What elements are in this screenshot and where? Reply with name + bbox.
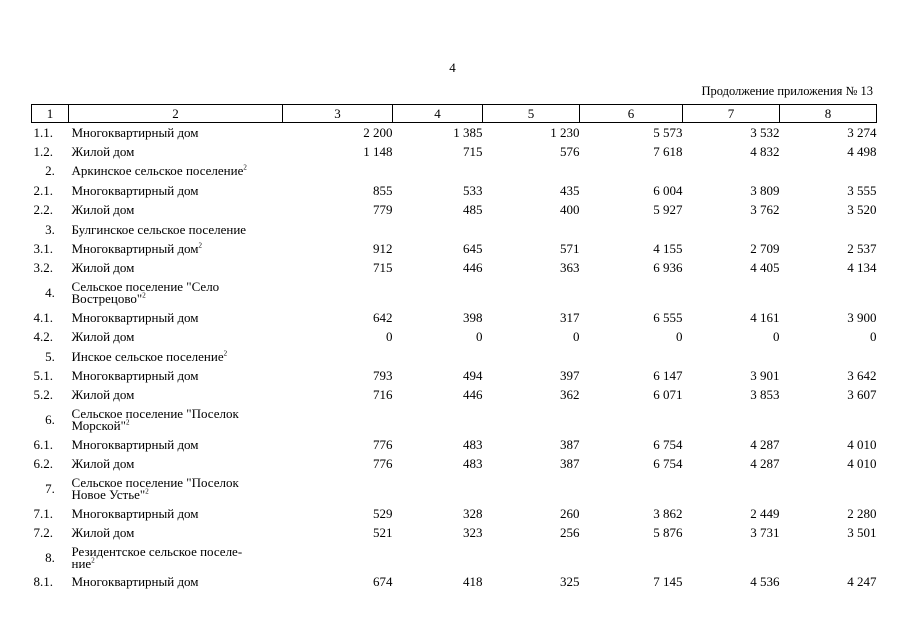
row-number: 6. <box>45 412 55 428</box>
cell-col-7 <box>683 162 780 181</box>
column-header-2: 2 <box>69 105 283 123</box>
cell-col-3: 776 <box>373 456 393 472</box>
footnote-marker: 2 <box>145 487 149 496</box>
cell-col-4: 323 <box>463 524 483 540</box>
cell-col-8: 3 501 <box>847 524 877 540</box>
cell-col-4: 533 <box>463 182 483 198</box>
footnote-marker: 2 <box>223 349 228 358</box>
column-header-6: 6 <box>580 105 683 123</box>
section-header-row <box>32 162 877 181</box>
cell-col-6 <box>580 474 683 504</box>
row-name-text: Многоквартирный дом <box>71 505 199 521</box>
cell-col-4: 645 <box>463 241 483 257</box>
cell-col-8 <box>780 220 877 239</box>
table-row <box>32 123 877 143</box>
cell-col-5 <box>483 220 580 239</box>
row-name <box>69 454 283 473</box>
row-name-text-continued: Вострецово" <box>71 291 143 307</box>
cell-col-6: 5 876 <box>653 524 683 540</box>
row-number: 2.2. <box>33 202 53 218</box>
cell-col-3 <box>283 278 393 308</box>
cell-col-5: 435 <box>560 182 580 198</box>
cell-col-6 <box>580 278 683 308</box>
cell-col-7: 2 449 <box>750 505 780 521</box>
cell-col-4 <box>393 405 483 435</box>
cell-col-5 <box>483 162 580 181</box>
cell-col-5: 256 <box>560 524 580 540</box>
cell-col-6: 7 618 <box>653 144 683 160</box>
cell-col-8: 4 010 <box>847 456 877 472</box>
cell-col-3: 779 <box>373 202 393 218</box>
cell-col-8: 4 010 <box>847 436 877 452</box>
table-row <box>32 142 877 161</box>
cell-col-3: 912 <box>373 241 393 257</box>
footnote-marker: 2 <box>198 241 203 250</box>
column-header-3: 3 <box>283 105 393 123</box>
cell-col-5: 260 <box>560 505 580 521</box>
cell-col-7 <box>683 347 780 366</box>
row-name <box>69 543 283 573</box>
row-name-text: Сельское поселение "Село <box>71 279 220 295</box>
cell-col-4 <box>393 474 483 504</box>
table-row <box>32 435 877 454</box>
cell-col-7: 3 901 <box>750 367 780 383</box>
cell-col-3: 529 <box>373 505 393 521</box>
cell-col-6: 6 936 <box>653 260 683 276</box>
cell-col-7: 3 762 <box>750 202 780 218</box>
row-name <box>69 181 283 200</box>
row-number: 3.1. <box>33 241 53 257</box>
row-name <box>69 386 283 405</box>
cell-col-4 <box>393 220 483 239</box>
cell-col-6: 6 147 <box>653 367 683 383</box>
row-number: 1.2. <box>33 144 53 160</box>
row-number: 3.2. <box>33 260 53 276</box>
cell-col-3 <box>283 220 393 239</box>
cell-col-4 <box>393 347 483 366</box>
cell-col-3 <box>283 543 393 573</box>
table-row <box>32 523 877 542</box>
cell-col-5: 0 <box>573 329 580 345</box>
row-number: 8. <box>45 549 55 565</box>
cell-col-3: 855 <box>373 182 393 198</box>
row-name-text: Многоквартирный дом <box>71 124 199 140</box>
cell-col-7 <box>683 405 780 435</box>
row-number: 4.2. <box>33 329 53 345</box>
cell-col-4 <box>393 278 483 308</box>
table-row <box>32 181 877 200</box>
cell-col-7: 3 532 <box>750 124 780 140</box>
cell-col-8: 3 274 <box>847 124 877 140</box>
row-name <box>69 142 283 161</box>
table-row <box>32 239 877 258</box>
cell-col-3: 2 200 <box>363 124 393 140</box>
row-name <box>69 474 283 504</box>
cell-col-4: 485 <box>463 202 483 218</box>
cell-col-4: 418 <box>463 574 483 590</box>
row-name-text: Многоквартирный дом <box>71 182 199 198</box>
cell-col-4: 446 <box>463 260 483 276</box>
row-name-text: Многоквартирный дом <box>71 574 199 590</box>
cell-col-6 <box>580 405 683 435</box>
row-name <box>69 278 283 308</box>
cell-col-7: 4 161 <box>750 309 780 325</box>
row-name-text: Сельское поселение "Поселок <box>71 474 239 490</box>
cell-col-8: 2 280 <box>847 505 877 521</box>
footnote-marker: 2 <box>91 556 95 565</box>
footnote-marker: 2 <box>243 164 247 173</box>
cell-col-4: 1 385 <box>453 124 483 140</box>
cell-col-6 <box>580 220 683 239</box>
row-name-text-continued: ние <box>71 555 92 571</box>
row-name-text: Жилой дом <box>71 144 135 160</box>
row-name-text: Инское сельское поселение <box>71 348 224 364</box>
cell-col-7 <box>683 543 780 573</box>
cell-col-8 <box>780 405 877 435</box>
cell-col-3 <box>283 405 393 435</box>
row-name <box>69 239 283 258</box>
column-header-4: 4 <box>393 105 483 123</box>
row-name <box>69 523 283 542</box>
row-name-text: Многоквартирный дом <box>71 436 199 452</box>
cell-col-7 <box>683 220 780 239</box>
section-header-row <box>32 220 877 239</box>
cell-col-3: 642 <box>373 309 393 325</box>
cell-col-8 <box>780 162 877 181</box>
cell-col-8: 2 537 <box>847 241 877 257</box>
cell-col-4: 483 <box>463 456 483 472</box>
cell-col-4: 0 <box>476 329 483 345</box>
cell-col-6: 6 071 <box>653 387 683 403</box>
row-name <box>69 123 283 143</box>
cell-col-6: 6 754 <box>653 436 683 452</box>
cell-col-7: 0 <box>773 329 780 345</box>
row-number: 4. <box>45 285 55 301</box>
cell-col-6: 7 145 <box>653 574 683 590</box>
cell-col-8: 3 900 <box>847 309 877 325</box>
row-number: 4.1. <box>33 309 53 325</box>
cell-col-8: 4 134 <box>847 260 877 276</box>
section-header-row <box>32 405 877 435</box>
table-row <box>32 308 877 327</box>
cell-col-3 <box>283 474 393 504</box>
row-number: 8.1. <box>33 574 53 590</box>
cell-col-4: 494 <box>463 367 483 383</box>
row-name-text: Булгинское сельское поселение <box>71 221 247 237</box>
cell-col-4: 446 <box>463 387 483 403</box>
row-number: 2. <box>45 163 55 179</box>
row-number: 2.1. <box>33 182 53 198</box>
row-name <box>69 201 283 220</box>
row-name-text: Жилой дом <box>71 524 135 540</box>
cell-col-8 <box>780 474 877 504</box>
row-number: 6.2. <box>33 456 53 472</box>
cell-col-5: 387 <box>560 456 580 472</box>
row-name <box>69 573 283 592</box>
cell-col-3: 0 <box>386 329 393 345</box>
cell-col-3: 521 <box>373 524 393 540</box>
cell-col-3: 793 <box>373 367 393 383</box>
cell-col-5: 571 <box>560 241 580 257</box>
cell-col-7: 3 731 <box>750 524 780 540</box>
section-header-row <box>32 347 877 366</box>
row-name <box>69 347 283 366</box>
column-header-5: 5 <box>483 105 580 123</box>
footnote-marker: 2 <box>125 418 130 427</box>
table-row <box>32 504 877 523</box>
cell-col-7: 4 405 <box>750 260 780 276</box>
row-name <box>69 308 283 327</box>
cell-col-7 <box>683 278 780 308</box>
cell-col-6: 0 <box>676 329 683 345</box>
row-name-text-continued: Новое Устье" <box>71 486 146 502</box>
column-header-row <box>32 105 877 123</box>
row-name <box>69 366 283 385</box>
row-number: 5.1. <box>33 367 53 383</box>
row-number: 7.2. <box>33 524 53 540</box>
cell-col-8 <box>780 543 877 573</box>
cell-col-5: 397 <box>560 367 580 383</box>
row-name-text: Многоквартирный дом <box>71 367 199 383</box>
cell-col-5: 400 <box>560 202 580 218</box>
cell-col-6 <box>580 162 683 181</box>
cell-col-8: 3 520 <box>847 202 877 218</box>
cell-col-5: 576 <box>560 144 580 160</box>
data-table <box>31 104 877 592</box>
row-name-text: Аркинское сельское поселение <box>71 163 244 179</box>
column-header-7: 7 <box>683 105 780 123</box>
table-row <box>32 201 877 220</box>
row-name <box>69 405 283 435</box>
cell-col-6: 4 155 <box>653 241 683 257</box>
cell-col-3: 1 148 <box>363 144 393 160</box>
cell-col-5 <box>483 543 580 573</box>
cell-col-8: 3 555 <box>847 182 877 198</box>
cell-col-7: 3 853 <box>750 387 780 403</box>
cell-col-3: 715 <box>373 260 393 276</box>
cell-col-6: 6 555 <box>653 309 683 325</box>
cell-col-5: 387 <box>560 436 580 452</box>
cell-col-4: 328 <box>463 505 483 521</box>
row-number: 6.1. <box>33 436 53 452</box>
row-name-text: Жилой дом <box>71 260 135 276</box>
cell-col-7: 2 709 <box>750 241 780 257</box>
cell-col-8: 3 607 <box>847 387 877 403</box>
cell-col-3: 716 <box>373 387 393 403</box>
row-name <box>69 504 283 523</box>
cell-col-5: 1 230 <box>550 124 580 140</box>
row-name-text: Жилой дом <box>71 202 135 218</box>
table-row <box>32 259 877 278</box>
row-number: 5. <box>45 348 55 364</box>
table-row <box>32 328 877 347</box>
table-row <box>32 386 877 405</box>
row-name <box>69 259 283 278</box>
row-number: 7. <box>45 480 55 496</box>
cell-col-5: 325 <box>560 574 580 590</box>
row-number: 5.2. <box>33 387 53 403</box>
cell-col-6: 3 862 <box>653 505 683 521</box>
cell-col-5 <box>483 474 580 504</box>
cell-col-7: 4 287 <box>750 436 780 452</box>
row-number: 7.1. <box>33 505 53 521</box>
cell-col-8: 4 498 <box>847 144 877 160</box>
cell-col-6: 5 573 <box>653 124 683 140</box>
cell-col-3: 674 <box>373 574 393 590</box>
cell-col-3 <box>283 162 393 181</box>
row-name-text-continued: Морской" <box>71 418 126 434</box>
cell-col-8: 3 642 <box>847 367 877 383</box>
cell-col-5 <box>483 278 580 308</box>
row-name <box>69 162 283 181</box>
cell-col-4: 483 <box>463 436 483 452</box>
cell-col-8 <box>780 278 877 308</box>
table-row <box>32 454 877 473</box>
row-name-text: Многоквартирный дом <box>71 309 199 325</box>
cell-col-7: 3 809 <box>750 182 780 198</box>
row-name-text: Резидентское сельское поселе- <box>71 543 243 559</box>
row-name-text: Сельское поселение "Поселок <box>71 406 239 422</box>
cell-col-3: 776 <box>373 436 393 452</box>
row-name-text: Жилой дом <box>71 387 135 403</box>
cell-col-4: 715 <box>463 144 483 160</box>
cell-col-5: 362 <box>560 387 580 403</box>
cell-col-8 <box>780 347 877 366</box>
cell-col-7 <box>683 474 780 504</box>
column-header-1: 1 <box>32 105 69 123</box>
row-name <box>69 435 283 454</box>
cell-col-3 <box>283 347 393 366</box>
column-header-8: 8 <box>780 105 877 123</box>
cell-col-6 <box>580 347 683 366</box>
footnote-marker: 2 <box>142 291 146 300</box>
cell-col-6: 5 927 <box>653 202 683 218</box>
section-header-row <box>32 278 877 308</box>
row-name-text: Жилой дом <box>71 329 135 345</box>
cell-col-6: 6 754 <box>653 456 683 472</box>
row-number: 1.1. <box>33 124 53 140</box>
continuation-label: Продолжение приложения № 13 <box>701 84 873 98</box>
row-number: 3. <box>45 221 55 237</box>
row-name-text: Многоквартирный дом <box>71 241 199 257</box>
cell-col-7: 4 536 <box>750 574 780 590</box>
cell-col-5: 363 <box>560 260 580 276</box>
cell-col-8: 0 <box>870 329 877 345</box>
row-name-text: Жилой дом <box>71 456 135 472</box>
cell-col-5: 317 <box>560 309 580 325</box>
cell-col-4 <box>393 162 483 181</box>
cell-col-5 <box>483 405 580 435</box>
cell-col-5 <box>483 347 580 366</box>
table-row <box>32 366 877 385</box>
cell-col-4: 398 <box>463 309 483 325</box>
cell-col-6 <box>580 543 683 573</box>
section-header-row <box>32 474 877 504</box>
table-row <box>32 573 877 592</box>
row-name <box>69 328 283 347</box>
cell-col-7: 4 832 <box>750 144 780 160</box>
cell-col-8: 4 247 <box>847 574 877 590</box>
cell-col-6: 6 004 <box>653 182 683 198</box>
row-name <box>69 220 283 239</box>
table-body <box>32 123 877 593</box>
page-number: 4 <box>449 60 456 75</box>
cell-col-7: 4 287 <box>750 456 780 472</box>
cell-col-4 <box>393 543 483 573</box>
section-header-row <box>32 543 877 573</box>
